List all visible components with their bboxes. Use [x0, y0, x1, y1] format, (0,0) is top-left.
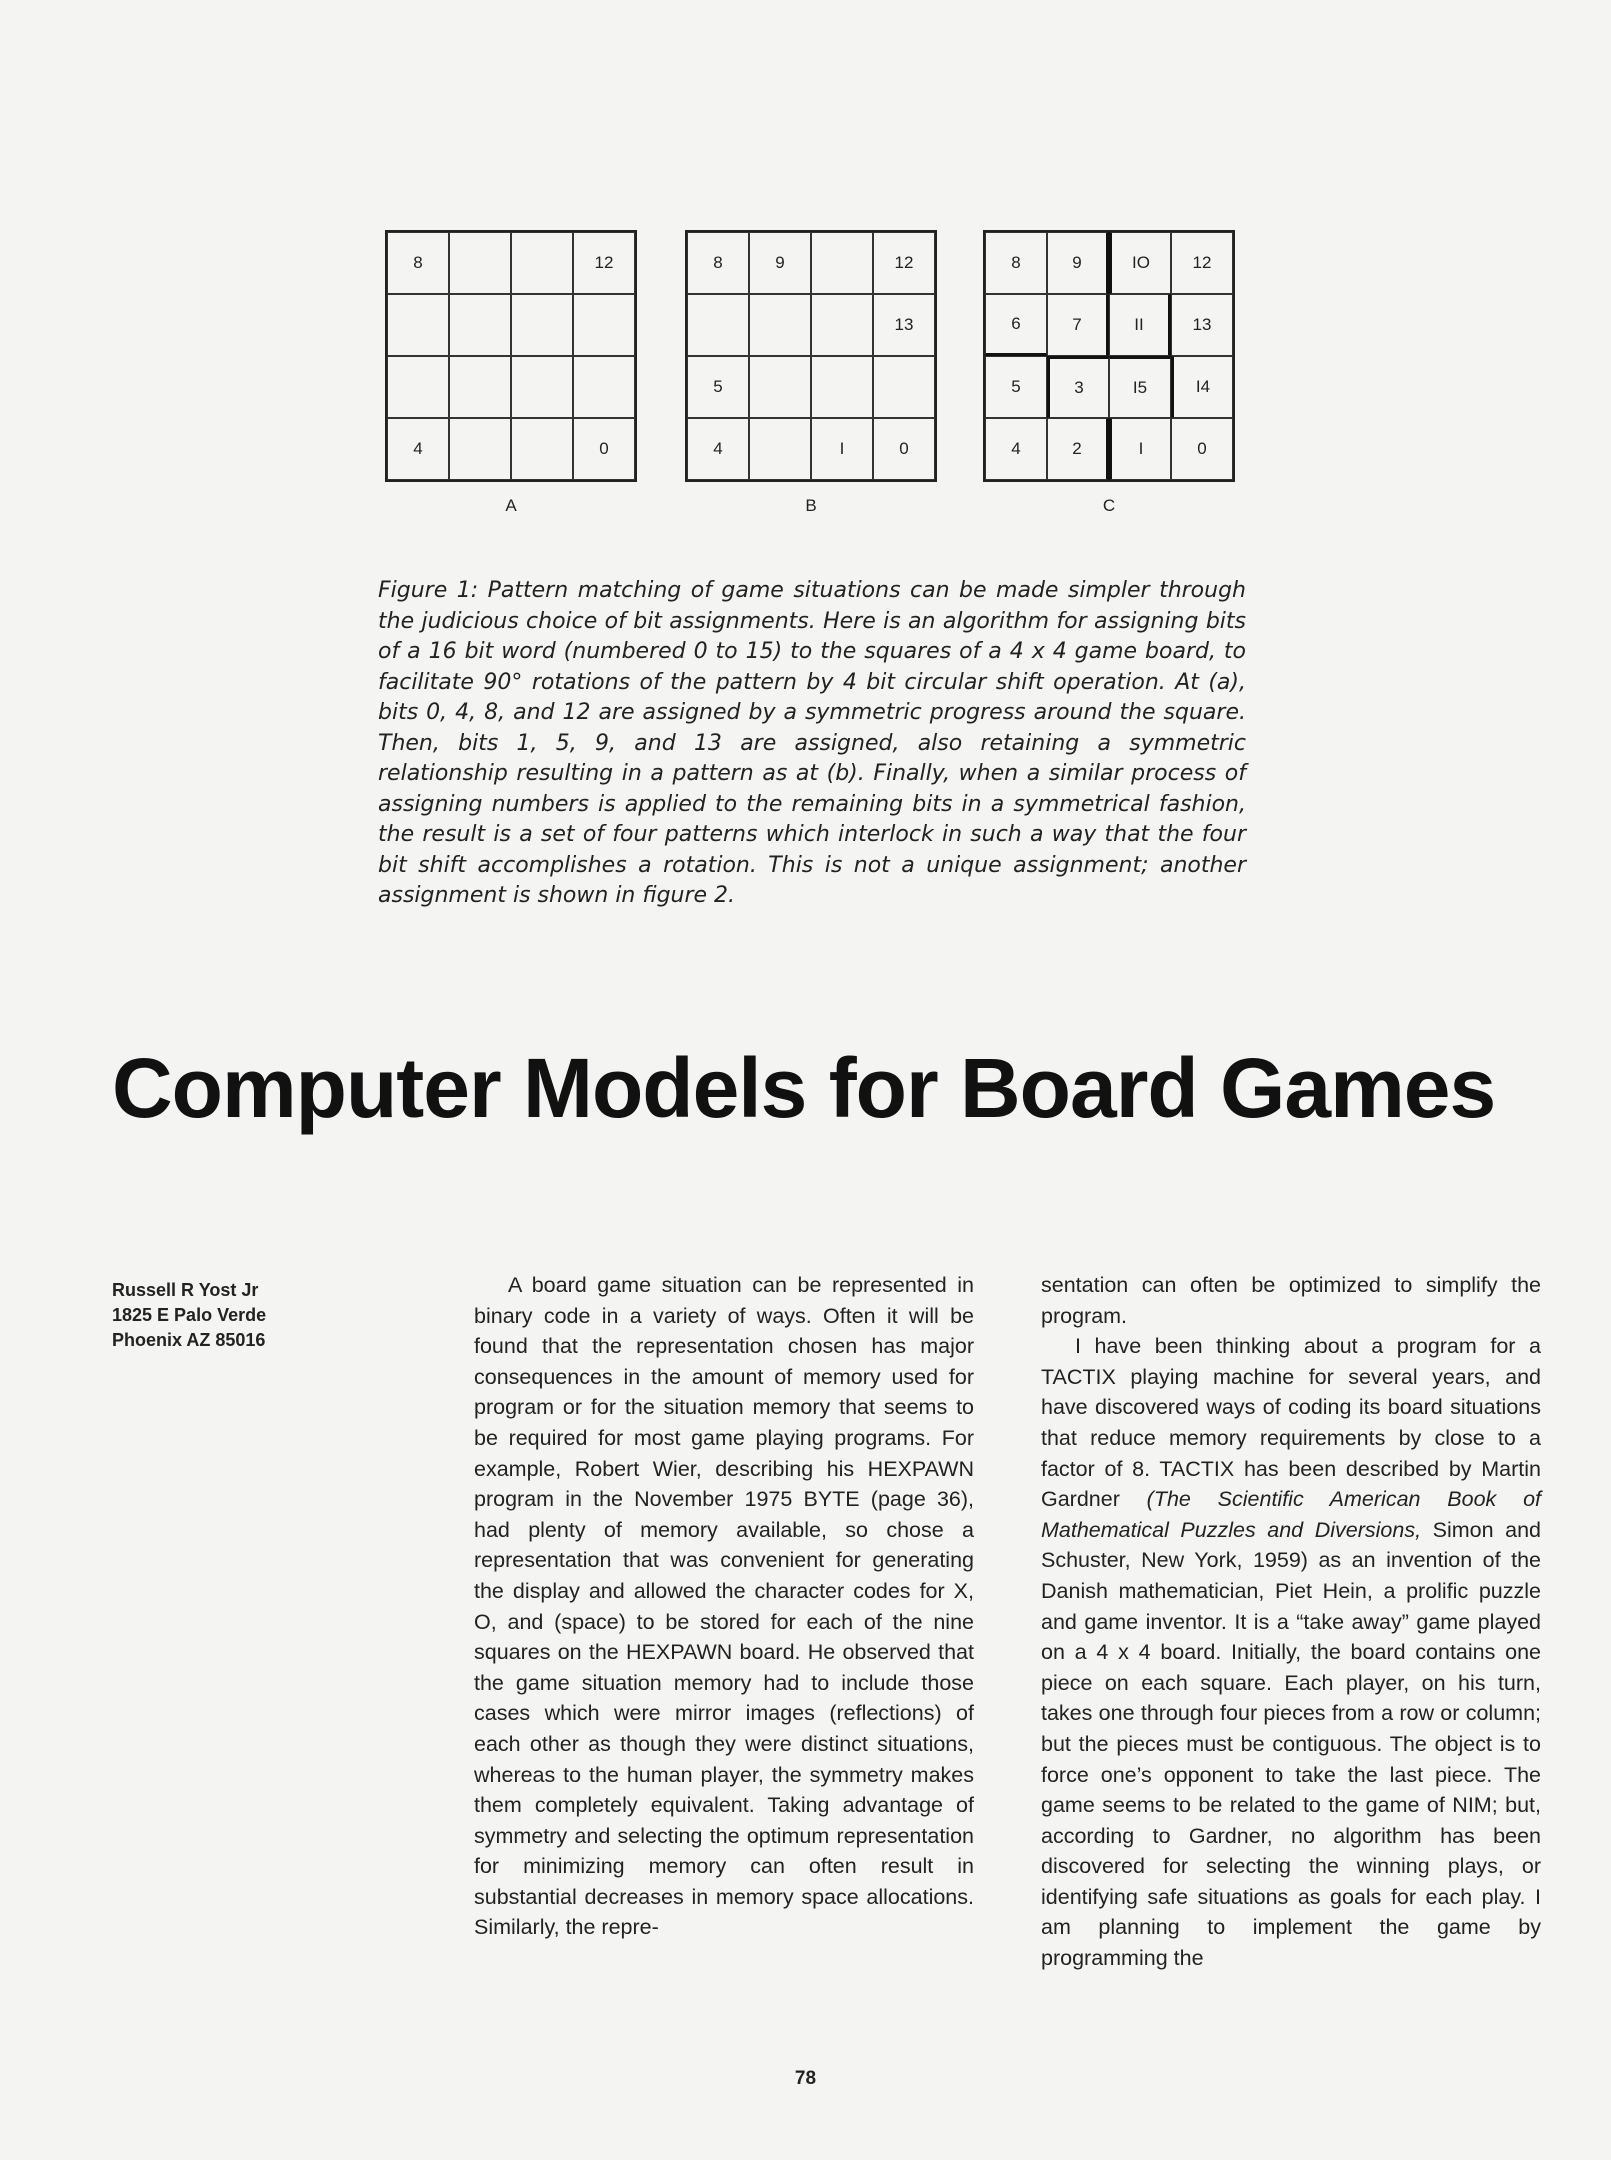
- board-cell: 0: [873, 418, 935, 480]
- board-cell: [573, 294, 635, 356]
- article-column-2: [1041, 1270, 1541, 1974]
- board-cell: 5: [687, 356, 749, 418]
- board-cell: I: [1109, 418, 1171, 480]
- column-2-paragraph-1: sentation can often be optimized to simplify the program.: [1041, 1273, 1541, 1328]
- board-cell: [449, 232, 511, 294]
- board-cell: [449, 294, 511, 356]
- board-cell: [387, 294, 449, 356]
- column-1-paragraph: A board game situation can be represented in binary code in a variety of ways. Often it will be found that the representation chosen has major consequences in the amount of memory used for program or for the situation memory that seems to be required for most game playing programs. For example, Robert Wier, describing his HEXPAWN program in the November 1975 BYTE (page 36), had plenty of memory available, so chose a representation that was convenient for generating the display and allowed the character codes for X, O, and (space) to be stored for each of the nine squares on the HEXPAWN board. He observed that the game situation memory had to include those cases which were mirror images (reflections) of each other as though they were distinct situations, whereas to the human player, the symmetry makes them completely equivalent. Taking advantage of symmetry and selecting the optimum representation for minimizing memory can often result in substantial decreases in memory space allocations. Similarly, the repre-: [474, 1273, 974, 1940]
- author-city: Phoenix AZ 85016: [112, 1330, 266, 1350]
- board-cell: 4: [687, 418, 749, 480]
- board-cell: [511, 356, 573, 418]
- paragraph-text-b: Simon and Schuster, New York, 1959) as an invention of the Danish mathematician, Piet Hein, a prolific puzzle and game inventor. It is a “take away” game played on a 4 x 4 board. Initially, the board contains one piece on each square. Each player, on his turn, takes one through four pieces from a row or column; but the pieces must be contiguous. The object is to force one’s opponent to take the last piece. The game seems to be related to the game of NIM; but, according to Gardner, no algorithm has been discovered for selecting the winning plays, or identifying safe situations as goals for each play. I am planning to implement the game by programming the: [1041, 1517, 1541, 1971]
- board-cell: [511, 418, 573, 480]
- board-cell: [749, 294, 811, 356]
- paragraph-text-a: I have been thinking about a program for a TACTIX playing machine for several years, and have discovered ways of coding its board situations that reduce memory requirements by close to a factor of 8. TACTIX has been described by Martin Gardner: [1041, 1334, 1541, 1512]
- board-cell: 4: [985, 418, 1047, 480]
- board-cell: [387, 356, 449, 418]
- board-cell: [811, 294, 873, 356]
- board-cell: 5: [985, 356, 1047, 418]
- board-b: [685, 230, 937, 482]
- board-cell: [449, 418, 511, 480]
- board-cell: I5: [1109, 356, 1171, 418]
- board-cell: [873, 356, 935, 418]
- author-street: 1825 E Palo Verde: [112, 1305, 267, 1325]
- board-cell: I: [811, 418, 873, 480]
- author-block: [112, 1278, 372, 1353]
- board-cell: 9: [1047, 232, 1109, 294]
- board-b-label: B: [805, 496, 817, 515]
- board-a-label: A: [505, 496, 517, 515]
- column-2-paragraph-2: [1041, 1331, 1541, 1973]
- author-name: Russell R Yost Jr: [112, 1280, 259, 1300]
- board-cell: [449, 356, 511, 418]
- page-number: 78: [794, 2068, 817, 2089]
- article-title: Computer Models for Board Games: [112, 1041, 1496, 1135]
- board-cell: 12: [873, 232, 935, 294]
- board-cell: 3: [1047, 356, 1109, 418]
- board-cell: 8: [387, 232, 449, 294]
- board-cell: 8: [985, 232, 1047, 294]
- board-cell: 6: [985, 294, 1047, 356]
- board-cell: 0: [1171, 418, 1233, 480]
- board-a: [385, 230, 637, 482]
- board-b-figure: [685, 230, 937, 516]
- board-cell: 9: [749, 232, 811, 294]
- book-citation: (The Scientific American Book of Mathematical Puzzles and Diversions,: [1041, 1487, 1541, 1542]
- board-c-label: C: [1102, 496, 1116, 515]
- figure-1-caption: Figure 1: Pattern matching of game situations can be made simpler through the judicious choice of bit assignments. Here is an algorithm for assigning bits of a 16 bit word (numbered 0 to 15) to the squares of a 4 x 4 game board, to facilitate 90° rotations of the pattern by 4 bit circular shift operation. At (a), bits 0, 4, 8, and 12 are assigned by a symmetric progress around the square. Then, bits 1, 5, 9, and 13 are assigned, also retaining a symmetric relationship resulting in a pattern as at (b). Finally, when a similar process of assigning numbers is applied to the remaining bits in a symmetrical fashion, the result is a set of four patterns which interlock in such a way that the four bit shift accomplishes a rotation. This is not a unique assignment; another assignment is shown in figure 2.: [378, 578, 1246, 908]
- board-cell: 2: [1047, 418, 1109, 480]
- board-a-figure: [385, 230, 637, 516]
- board-cell: [811, 232, 873, 294]
- board-cell: [573, 356, 635, 418]
- board-cell: 7: [1047, 294, 1109, 356]
- board-cell: [749, 418, 811, 480]
- board-cell: 13: [1171, 294, 1233, 356]
- board-cell: 4: [387, 418, 449, 480]
- board-cell: [687, 294, 749, 356]
- figure-1-boards: [385, 230, 1235, 520]
- article-column-1: [474, 1270, 974, 1943]
- board-cell: IO: [1109, 232, 1171, 294]
- board-cell: [811, 356, 873, 418]
- board-cell: 0: [573, 418, 635, 480]
- board-cell: I4: [1171, 356, 1233, 418]
- board-cell: 12: [573, 232, 635, 294]
- board-cell: 12: [1171, 232, 1233, 294]
- board-c: [983, 230, 1235, 482]
- board-cell: II: [1109, 294, 1171, 356]
- board-cell: [511, 232, 573, 294]
- board-cell: 8: [687, 232, 749, 294]
- board-cell: [749, 356, 811, 418]
- board-cell: 13: [873, 294, 935, 356]
- board-cell: [511, 294, 573, 356]
- board-c-figure: [983, 230, 1235, 516]
